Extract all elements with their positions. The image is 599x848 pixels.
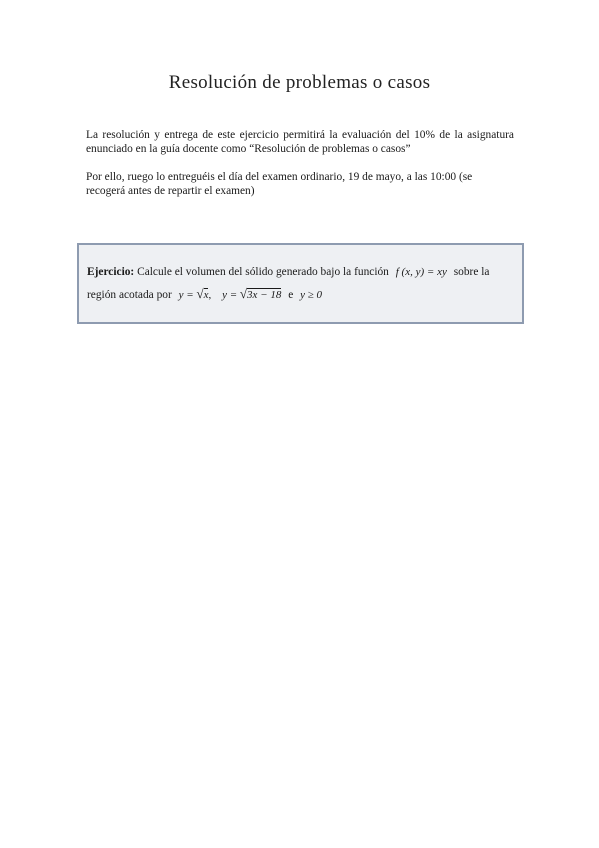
curve-2-formula xyxy=(218,286,285,301)
function-formula: f (x, y) = xy xyxy=(395,266,447,278)
curve-1-radicand: x xyxy=(203,289,209,301)
exercise-box xyxy=(77,243,524,324)
curve-1-separator: , xyxy=(208,289,212,301)
curve-1-lhs: y = xyxy=(178,289,194,301)
exercise-text-2: sobre la región acotada por xyxy=(87,266,490,301)
intro-paragraph: La resolución y entrega de este ejercicio permitirá la evaluación del 10% de la asignatura enunciado en la guía docente como “Resolución de problemas o casos” xyxy=(86,129,514,155)
curve-2-radicand: 3x − 18 xyxy=(247,289,282,301)
sqrt-symbol: √ xyxy=(196,286,204,301)
exercise-statement xyxy=(87,261,515,306)
exercise-text-1: Calcule el volumen del sólido generado bajo la función xyxy=(137,266,389,278)
page-title: Resolución de problemas o casos xyxy=(168,72,431,93)
sqrt-symbol: √ xyxy=(239,286,248,301)
constraint-formula: y ≥ 0 xyxy=(300,289,323,301)
curve-2-lhs: y = xyxy=(222,289,238,301)
exercise-text-3: e xyxy=(288,289,294,301)
exercise-label: Ejercicio: xyxy=(87,266,135,278)
curve-1-formula xyxy=(175,286,216,301)
deadline-paragraph: Por ello, ruego lo entreguéis el día del examen ordinario, 19 de mayo, a las 10:00 (se recogerá antes de repartir el examen) xyxy=(86,171,473,197)
